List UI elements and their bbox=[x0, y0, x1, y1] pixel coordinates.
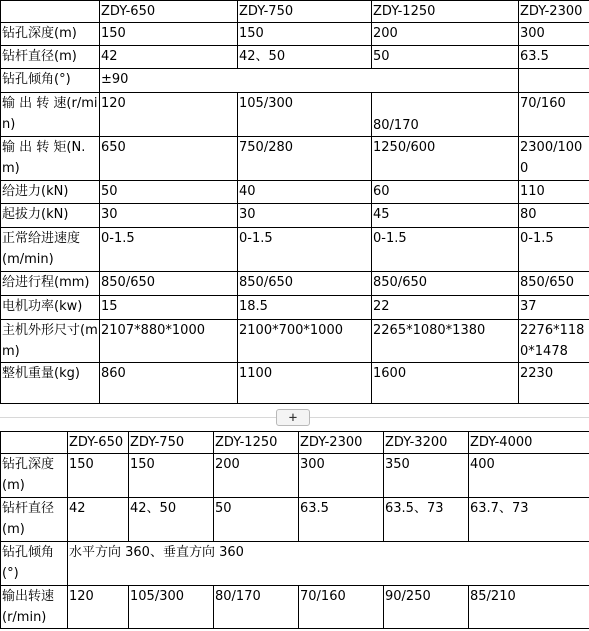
table-cell: 30 bbox=[238, 204, 372, 228]
table-cell: 60 bbox=[372, 181, 519, 204]
table-cell: 2100*700*1000 bbox=[238, 320, 372, 363]
table-cell: 90/250 bbox=[384, 586, 469, 629]
table-cell: 40 bbox=[238, 181, 372, 204]
row-label: 输 出 转 速(r/min) bbox=[1, 93, 100, 137]
table-row bbox=[1, 296, 589, 320]
table-cell: 150 bbox=[129, 454, 214, 498]
header-cell: ZDY-2300 bbox=[299, 432, 384, 454]
row-label: 电机功率(kw) bbox=[1, 296, 100, 320]
header-cell: ZDY-1250 bbox=[372, 1, 519, 23]
row-label: 主机外形尺寸(mm) bbox=[1, 320, 100, 363]
header-cell: ZDY-3200 bbox=[384, 432, 469, 454]
table-cell: 150 bbox=[68, 454, 129, 498]
row-label: 给进力(kN) bbox=[1, 181, 100, 204]
table-row bbox=[1, 93, 589, 137]
spec-table-2 bbox=[0, 431, 589, 629]
table-cell: 120 bbox=[100, 93, 238, 137]
table-cell: 70/160 bbox=[519, 93, 589, 137]
row-label: 整机重量(kg) bbox=[1, 363, 100, 404]
table-row bbox=[1, 272, 589, 296]
table-cell: 63.7、73 bbox=[469, 498, 589, 542]
table-cell: 105/300 bbox=[238, 93, 372, 137]
table-cell: 42 bbox=[68, 498, 129, 542]
table-cell: 120 bbox=[68, 586, 129, 629]
table-cell: 850/650 bbox=[372, 272, 519, 296]
row-label: 钻孔倾角(°) bbox=[1, 69, 100, 93]
table-cell: 750/280 bbox=[238, 137, 372, 181]
row-label: 钻孔深度(m) bbox=[1, 454, 68, 498]
table-cell: 37 bbox=[519, 296, 589, 320]
table-row bbox=[1, 23, 589, 46]
table-cell: 42、50 bbox=[238, 46, 372, 69]
header-cell: ZDY-4000 bbox=[469, 432, 589, 454]
table-cell: 80/170 bbox=[214, 586, 299, 629]
table-cell: 2300/1000 bbox=[519, 137, 589, 181]
table-cell: 2107*880*1000 bbox=[100, 320, 238, 363]
table-cell: 2265*1080*1380 bbox=[372, 320, 519, 363]
table-cell: 22 bbox=[372, 296, 519, 320]
table-cell: 42、50 bbox=[129, 498, 214, 542]
table-header-row bbox=[1, 432, 589, 454]
table-cell: 850/650 bbox=[519, 272, 589, 296]
table-cell: 70/160 bbox=[299, 586, 384, 629]
table-cell: 30 bbox=[100, 204, 238, 228]
table-row bbox=[1, 498, 589, 542]
table-cell: 63.5 bbox=[519, 46, 589, 69]
header-cell: ZDY-650 bbox=[100, 1, 238, 23]
row-label: 输出转速(r/min) bbox=[1, 586, 68, 629]
row-label: 钻杆直径(m) bbox=[1, 498, 68, 542]
table-cell: 1250/600 bbox=[372, 137, 519, 181]
table-cell: 50 bbox=[214, 498, 299, 542]
row-label: 给进行程(mm) bbox=[1, 272, 100, 296]
table-row bbox=[1, 228, 589, 272]
table-cell: 50 bbox=[372, 46, 519, 69]
header-cell: ZDY-750 bbox=[238, 1, 372, 23]
merged-cell: ±90 bbox=[100, 69, 519, 93]
row-label: 输 出 转 矩(N.m) bbox=[1, 137, 100, 181]
header-cell: ZDY-750 bbox=[129, 432, 214, 454]
table-row bbox=[1, 181, 589, 204]
table-cell: 200 bbox=[214, 454, 299, 498]
table-cell: 300 bbox=[299, 454, 384, 498]
table-cell: 0-1.5 bbox=[519, 228, 589, 272]
table-cell: 85/210 bbox=[469, 586, 589, 629]
header-cell: ZDY-1250 bbox=[214, 432, 299, 454]
table-cell: 350 bbox=[384, 454, 469, 498]
table-row bbox=[1, 586, 589, 629]
add-row-button[interactable]: + bbox=[276, 409, 310, 426]
table-cell: 110 bbox=[519, 181, 589, 204]
table-cell: 80/170 bbox=[372, 93, 519, 137]
table-row bbox=[1, 69, 589, 93]
table-cell: 650 bbox=[100, 137, 238, 181]
row-label: 钻杆直径(m) bbox=[1, 46, 100, 69]
table-row bbox=[1, 46, 589, 69]
header-cell bbox=[1, 432, 68, 454]
table-cell: 300 bbox=[519, 23, 589, 46]
table-cell: 45 bbox=[372, 204, 519, 228]
table-cell: 63.5、73 bbox=[384, 498, 469, 542]
row-label: 起拔力(kN) bbox=[1, 204, 100, 228]
header-cell: ZDY-2300 bbox=[519, 1, 589, 23]
row-label: 正常给进速度(m/min) bbox=[1, 228, 100, 272]
table-cell: 150 bbox=[100, 23, 238, 46]
table-cell: 400 bbox=[469, 454, 589, 498]
table-cell: 105/300 bbox=[129, 586, 214, 629]
table-cell: 42 bbox=[100, 46, 238, 69]
table-cell: 860 bbox=[100, 363, 238, 404]
table-header-row bbox=[1, 1, 589, 23]
table-cell: 1600 bbox=[372, 363, 519, 404]
table-cell: 15 bbox=[100, 296, 238, 320]
table-cell: 0-1.5 bbox=[372, 228, 519, 272]
table-cell: 850/650 bbox=[100, 272, 238, 296]
merged-cell: 水平方向 360、垂直方向 360 bbox=[68, 542, 589, 586]
header-cell: ZDY-650 bbox=[68, 432, 129, 454]
table-cell: 63.5 bbox=[299, 498, 384, 542]
table-row bbox=[1, 320, 589, 363]
table-cell: 0-1.5 bbox=[238, 228, 372, 272]
row-label: 钻孔深度(m) bbox=[1, 23, 100, 46]
table-cell bbox=[519, 69, 589, 93]
table-cell: 850/650 bbox=[238, 272, 372, 296]
table-cell: 50 bbox=[100, 181, 238, 204]
table-row bbox=[1, 542, 589, 586]
table-row bbox=[1, 454, 589, 498]
table-cell: 18.5 bbox=[238, 296, 372, 320]
header-cell bbox=[1, 1, 100, 23]
table-cell: 80 bbox=[519, 204, 589, 228]
table-cell: 1100 bbox=[238, 363, 372, 404]
table-cell: 2230 bbox=[519, 363, 589, 404]
row-label: 钻孔倾角(°) bbox=[1, 542, 68, 586]
table-row bbox=[1, 363, 589, 404]
table-row bbox=[1, 204, 589, 228]
table-cell: 200 bbox=[372, 23, 519, 46]
table-cell: 150 bbox=[238, 23, 372, 46]
table-row bbox=[1, 137, 589, 181]
table-cell: 0-1.5 bbox=[100, 228, 238, 272]
table-cell: 2276*1180*1478 bbox=[519, 320, 589, 363]
